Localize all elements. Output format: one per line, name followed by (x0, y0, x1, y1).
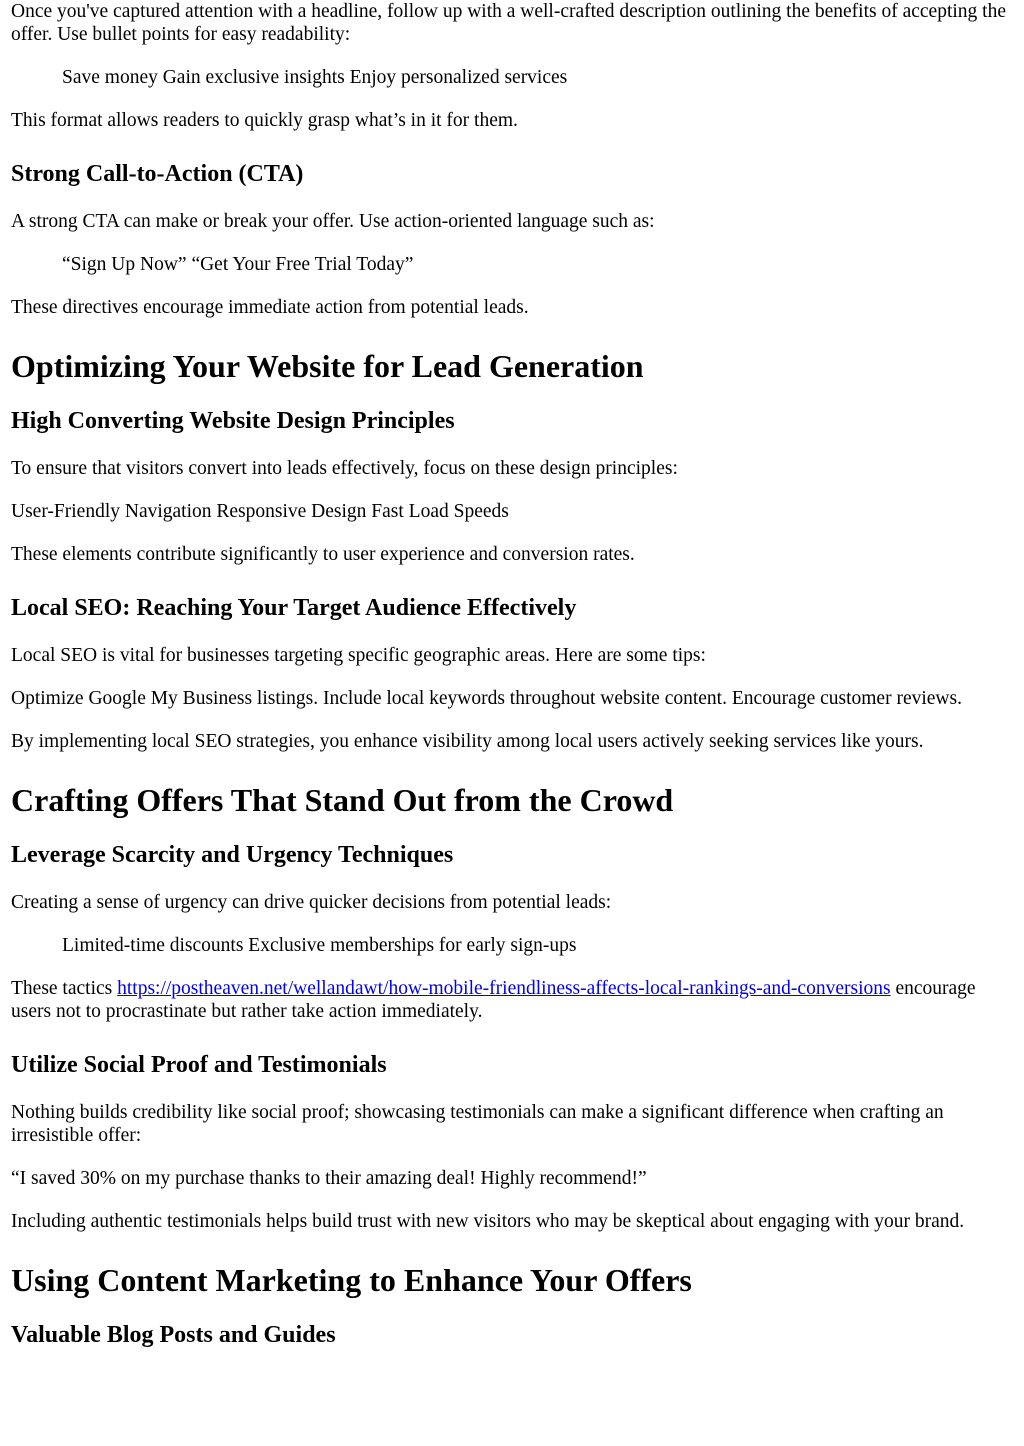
scarcity-heading: Leverage Scarcity and Urgency Techniques (11, 842, 454, 868)
cta-summary: These directives encourage immediate action from potential leads. (11, 297, 529, 318)
scarcity-paragraph: Creating a sense of urgency can drive quicker decisions from potential leads: (11, 892, 612, 913)
benefits-list: Save money Gain exclusive insights Enjoy personalized services (62, 67, 568, 88)
cta-examples: “Sign Up Now” “Get Your Free Trial Today” (62, 254, 414, 275)
crafting-heading: Crafting Offers That Stand Out from the Crowd (11, 782, 674, 818)
cta-heading: Strong Call-to-Action (CTA) (11, 161, 304, 187)
optimizing-heading: Optimizing Your Website for Lead Generation (11, 348, 644, 384)
testimonial-quote: “I saved 30% on my purchase thanks to their amazing deal! Highly recommend!” (11, 1168, 647, 1189)
local-seo-paragraph: Local SEO is vital for businesses targeting specific geographic areas. Here are some tips: (11, 645, 706, 666)
scarcity-list: Limited-time discounts Exclusive memberships for early sign-ups (62, 935, 577, 956)
social-proof-heading: Utilize Social Proof and Testimonials (11, 1052, 387, 1078)
design-principles-heading: High Converting Website Design Principles (11, 408, 455, 434)
social-proof-paragraph: Nothing builds credibility like social proof; showcasing testimonials can make a significant difference when crafting an irresistible offer: (11, 1102, 944, 1146)
design-paragraph: To ensure that visitors convert into leads effectively, focus on these design principles: (11, 458, 678, 479)
design-principles-list: User-Friendly Navigation Responsive Design Fast Load Speeds (11, 501, 509, 522)
intro-summary: This format allows readers to quickly grasp what’s in it for them. (11, 110, 518, 131)
blog-posts-heading: Valuable Blog Posts and Guides (11, 1322, 336, 1348)
scarcity-summary-lead: These tactics (11, 978, 118, 999)
content-marketing-heading: Using Content Marketing to Enhance Your Offers (11, 1262, 692, 1298)
scarcity-summary (11, 977, 1012, 1023)
scarcity-summary-tail: encourage users not to procrastinate but rather take action immediately. (11, 978, 976, 1022)
design-summary: These elements contribute significantly to user experience and conversion rates. (11, 544, 635, 565)
local-seo-tips: Optimize Google My Business listings. Include local keywords throughout website content. Encourage customer reviews. (11, 688, 962, 709)
local-seo-heading: Local SEO: Reaching Your Target Audience Effectively (11, 595, 577, 621)
intro-paragraph: Once you've captured attention with a headline, follow up with a well-crafted description outlining the benefits of accepting the offer. Use bullet points for easy readability: (11, 1, 1006, 45)
cta-paragraph: A strong CTA can make or break your offer. Use action-oriented language such as: (11, 211, 655, 232)
postheaven-link[interactable]: https://postheaven.net/wellandawt/how-mobile-friendliness-affects-local-rankings-and-conversions (117, 978, 891, 999)
local-seo-summary: By implementing local SEO strategies, you enhance visibility among local users actively seeking services like yours. (11, 731, 924, 752)
social-proof-summary: Including authentic testimonials helps build trust with new visitors who may be skeptical about engaging with your brand. (11, 1211, 965, 1232)
